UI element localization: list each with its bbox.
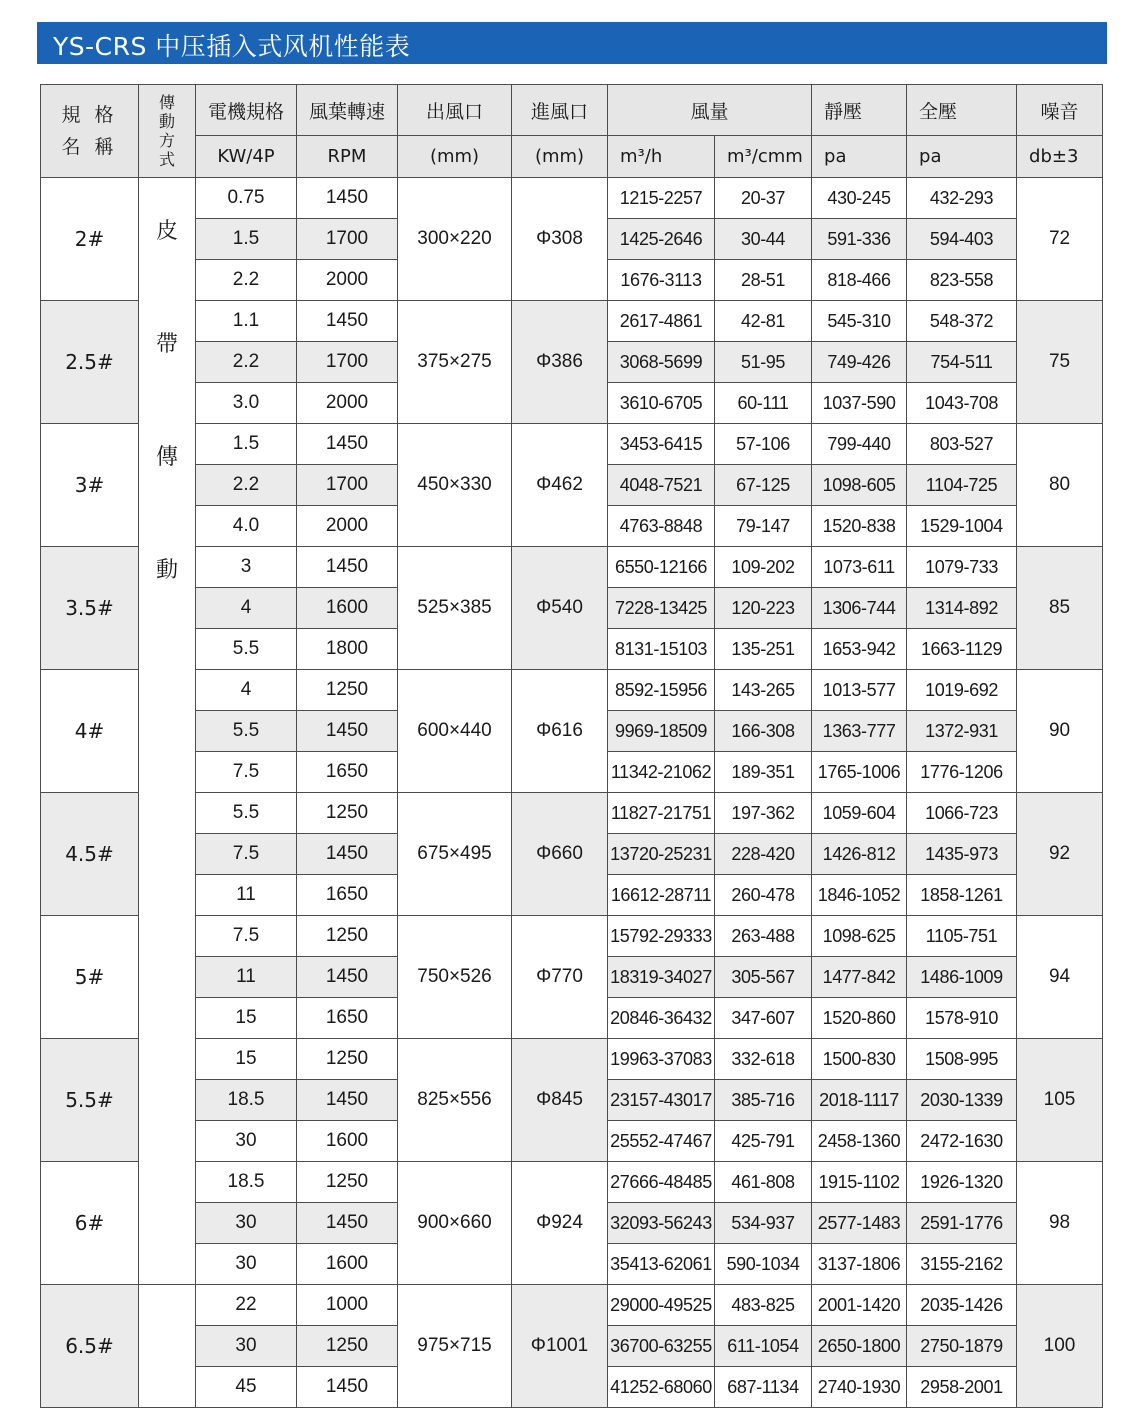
airflow-m3h: 29000-49525 <box>608 1285 715 1326</box>
total-pressure: 2958-2001 <box>907 1367 1017 1408</box>
airflow-m3cmm: 109-202 <box>715 547 812 588</box>
fan-rpm: 1450 <box>297 834 398 875</box>
motor-kw: 3.0 <box>196 383 297 424</box>
airflow-m3cmm: 385-716 <box>715 1080 812 1121</box>
total-pressure: 2030-1339 <box>907 1080 1017 1121</box>
static-pressure: 1520-838 <box>812 506 907 547</box>
total-pressure: 594-403 <box>907 219 1017 260</box>
static-pressure: 1098-605 <box>812 465 907 506</box>
fan-rpm: 1600 <box>297 1244 398 1285</box>
table-row <box>41 424 1103 465</box>
static-pressure: 545-310 <box>812 301 907 342</box>
table-row <box>41 1039 1103 1080</box>
fan-rpm: 1250 <box>297 1039 398 1080</box>
static-pressure: 1059-604 <box>812 793 907 834</box>
table-body <box>41 178 1103 1408</box>
outlet-size: 600×440 <box>398 670 512 793</box>
title-bar <box>37 22 1107 64</box>
spec-name: 2.5# <box>41 301 139 424</box>
airflow-m3h: 4763-8848 <box>608 506 715 547</box>
header-total-pressure: 全壓 <box>907 85 1017 136</box>
motor-kw: 0.75 <box>196 178 297 219</box>
static-pressure: 1013-577 <box>812 670 907 711</box>
airflow-m3cmm: 20-37 <box>715 178 812 219</box>
airflow-m3cmm: 197-362 <box>715 793 812 834</box>
table-row <box>41 793 1103 834</box>
motor-kw: 1.1 <box>196 301 297 342</box>
airflow-m3cmm: 305-567 <box>715 957 812 998</box>
airflow-m3h: 7228-13425 <box>608 588 715 629</box>
outlet-size: 900×660 <box>398 1162 512 1285</box>
outlet-size: 675×495 <box>398 793 512 916</box>
noise-level: 72 <box>1017 178 1103 301</box>
unit-noise: db±3 <box>1017 136 1103 178</box>
total-pressure: 2472-1630 <box>907 1121 1017 1162</box>
total-pressure: 1663-1129 <box>907 629 1017 670</box>
static-pressure: 1098-625 <box>812 916 907 957</box>
static-pressure: 1037-590 <box>812 383 907 424</box>
motor-kw: 7.5 <box>196 834 297 875</box>
header-airflow: 風量 <box>608 85 812 136</box>
motor-kw: 4 <box>196 588 297 629</box>
noise-level: 100 <box>1017 1285 1103 1408</box>
table-row <box>41 178 1103 219</box>
airflow-m3cmm: 57-106 <box>715 424 812 465</box>
static-pressure: 799-440 <box>812 424 907 465</box>
unit-static: pa <box>812 136 907 178</box>
unit-total: pa <box>907 136 1017 178</box>
total-pressure: 1105-751 <box>907 916 1017 957</box>
static-pressure: 1073-611 <box>812 547 907 588</box>
noise-level: 75 <box>1017 301 1103 424</box>
total-pressure: 432-293 <box>907 178 1017 219</box>
fan-rpm: 1250 <box>297 670 398 711</box>
total-pressure: 1578-910 <box>907 998 1017 1039</box>
total-pressure: 1372-931 <box>907 711 1017 752</box>
airflow-m3h: 27666-48485 <box>608 1162 715 1203</box>
airflow-m3cmm: 166-308 <box>715 711 812 752</box>
unit-flow-h: m³/h <box>608 136 715 178</box>
noise-level: 98 <box>1017 1162 1103 1285</box>
airflow-m3cmm: 425-791 <box>715 1121 812 1162</box>
fan-rpm: 1800 <box>297 629 398 670</box>
header-drive-char: 方 <box>158 130 175 150</box>
unit-inlet: (mm) <box>512 136 608 178</box>
total-pressure: 803-527 <box>907 424 1017 465</box>
inlet-size: Φ845 <box>512 1039 608 1162</box>
fan-rpm: 1650 <box>297 998 398 1039</box>
drive-type-char: 皮 <box>155 219 178 244</box>
motor-kw: 30 <box>196 1203 297 1244</box>
airflow-m3cmm: 30-44 <box>715 219 812 260</box>
airflow-m3h: 11342-21062 <box>608 752 715 793</box>
motor-kw: 45 <box>196 1367 297 1408</box>
static-pressure: 749-426 <box>812 342 907 383</box>
spec-name: 6# <box>41 1162 139 1285</box>
static-pressure: 2458-1360 <box>812 1121 907 1162</box>
static-pressure: 2018-1117 <box>812 1080 907 1121</box>
motor-kw: 1.5 <box>196 219 297 260</box>
total-pressure: 1104-725 <box>907 465 1017 506</box>
airflow-m3h: 11827-21751 <box>608 793 715 834</box>
fan-rpm: 1250 <box>297 1326 398 1367</box>
spec-name: 2# <box>41 178 139 301</box>
airflow-m3h: 1676-3113 <box>608 260 715 301</box>
motor-kw: 1.5 <box>196 424 297 465</box>
header-drive-char: 動 <box>158 111 175 131</box>
spec-name: 4# <box>41 670 139 793</box>
airflow-m3h: 2617-4861 <box>608 301 715 342</box>
header-spec-line2: 名 稱 <box>61 136 118 158</box>
unit-motor: KW/4P <box>196 136 297 178</box>
noise-level: 80 <box>1017 424 1103 547</box>
airflow-m3h: 23157-43017 <box>608 1080 715 1121</box>
drive-type <box>139 178 196 1285</box>
spec-name: 3.5# <box>41 547 139 670</box>
static-pressure: 1477-842 <box>812 957 907 998</box>
airflow-m3cmm: 263-488 <box>715 916 812 957</box>
fan-rpm: 2000 <box>297 383 398 424</box>
motor-kw: 18.5 <box>196 1162 297 1203</box>
header-outlet: 出風口 <box>398 85 512 136</box>
airflow-m3cmm: 260-478 <box>715 875 812 916</box>
fan-rpm: 1700 <box>297 465 398 506</box>
motor-kw: 4 <box>196 670 297 711</box>
inlet-size: Φ660 <box>512 793 608 916</box>
airflow-m3cmm: 687-1134 <box>715 1367 812 1408</box>
airflow-m3h: 4048-7521 <box>608 465 715 506</box>
table-row <box>41 916 1103 957</box>
fan-rpm: 1450 <box>297 1203 398 1244</box>
inlet-size: Φ616 <box>512 670 608 793</box>
airflow-m3h: 41252-68060 <box>608 1367 715 1408</box>
total-pressure: 1435-973 <box>907 834 1017 875</box>
static-pressure: 2577-1483 <box>812 1203 907 1244</box>
static-pressure: 1846-1052 <box>812 875 907 916</box>
table-row <box>41 1285 1103 1326</box>
header-spec <box>41 85 139 178</box>
airflow-m3cmm: 611-1054 <box>715 1326 812 1367</box>
motor-kw: 30 <box>196 1244 297 1285</box>
fan-rpm: 1600 <box>297 1121 398 1162</box>
airflow-m3h: 32093-56243 <box>608 1203 715 1244</box>
inlet-size: Φ1001 <box>512 1285 608 1408</box>
outlet-size: 525×385 <box>398 547 512 670</box>
inlet-size: Φ924 <box>512 1162 608 1285</box>
airflow-m3h: 3453-6415 <box>608 424 715 465</box>
airflow-m3cmm: 143-265 <box>715 670 812 711</box>
fan-rpm: 1450 <box>297 1080 398 1121</box>
airflow-m3h: 6550-12166 <box>608 547 715 588</box>
header-noise: 噪音 <box>1017 85 1103 136</box>
total-pressure: 2591-1776 <box>907 1203 1017 1244</box>
fan-rpm: 2000 <box>297 506 398 547</box>
performance-table <box>40 84 1103 1408</box>
airflow-m3h: 25552-47467 <box>608 1121 715 1162</box>
drive-type-char: 傳 <box>155 445 178 470</box>
airflow-m3h: 16612-28711 <box>608 875 715 916</box>
drive-type-char: 動 <box>155 558 178 583</box>
motor-kw: 15 <box>196 998 297 1039</box>
outlet-size: 825×556 <box>398 1039 512 1162</box>
airflow-m3cmm: 332-618 <box>715 1039 812 1080</box>
airflow-m3h: 3610-6705 <box>608 383 715 424</box>
header-speed: 風葉轉速 <box>297 85 398 136</box>
header-spec-line1: 規 格 <box>61 104 118 126</box>
fan-rpm: 1600 <box>297 588 398 629</box>
outlet-size: 750×526 <box>398 916 512 1039</box>
table-row <box>41 301 1103 342</box>
header-static-pressure: 靜壓 <box>812 85 907 136</box>
motor-kw: 18.5 <box>196 1080 297 1121</box>
unit-speed: RPM <box>297 136 398 178</box>
motor-kw: 7.5 <box>196 752 297 793</box>
fan-rpm: 1450 <box>297 547 398 588</box>
airflow-m3h: 8592-15956 <box>608 670 715 711</box>
fan-rpm: 1700 <box>297 342 398 383</box>
airflow-m3cmm: 67-125 <box>715 465 812 506</box>
motor-kw: 11 <box>196 957 297 998</box>
motor-kw: 5.5 <box>196 793 297 834</box>
motor-kw: 3 <box>196 547 297 588</box>
fan-rpm: 1450 <box>297 178 398 219</box>
fan-rpm: 1450 <box>297 711 398 752</box>
airflow-m3cmm: 347-607 <box>715 998 812 1039</box>
header-inlet: 進風口 <box>512 85 608 136</box>
outlet-size: 375×275 <box>398 301 512 424</box>
static-pressure: 1653-942 <box>812 629 907 670</box>
noise-level: 92 <box>1017 793 1103 916</box>
spec-name: 5# <box>41 916 139 1039</box>
airflow-m3cmm: 42-81 <box>715 301 812 342</box>
spec-name: 3# <box>41 424 139 547</box>
static-pressure: 430-245 <box>812 178 907 219</box>
total-pressure: 823-558 <box>907 260 1017 301</box>
airflow-m3cmm: 79-147 <box>715 506 812 547</box>
fan-rpm: 1000 <box>297 1285 398 1326</box>
spec-name: 5.5# <box>41 1039 139 1162</box>
motor-kw: 5.5 <box>196 629 297 670</box>
table-row <box>41 547 1103 588</box>
airflow-m3cmm: 189-351 <box>715 752 812 793</box>
total-pressure: 1486-1009 <box>907 957 1017 998</box>
spec-name: 6.5# <box>41 1285 139 1408</box>
airflow-m3h: 13720-25231 <box>608 834 715 875</box>
total-pressure: 1043-708 <box>907 383 1017 424</box>
motor-kw: 7.5 <box>196 916 297 957</box>
motor-kw: 2.2 <box>196 260 297 301</box>
total-pressure: 1776-1206 <box>907 752 1017 793</box>
drive-type-empty <box>139 1285 196 1408</box>
static-pressure: 1426-812 <box>812 834 907 875</box>
motor-kw: 22 <box>196 1285 297 1326</box>
airflow-m3cmm: 228-420 <box>715 834 812 875</box>
header-drive-method <box>139 85 196 178</box>
motor-kw: 2.2 <box>196 342 297 383</box>
airflow-m3h: 36700-63255 <box>608 1326 715 1367</box>
page-title: YS-CRS 中压插入式风机性能表 <box>53 32 411 61</box>
total-pressure: 1858-1261 <box>907 875 1017 916</box>
total-pressure: 1314-892 <box>907 588 1017 629</box>
airflow-m3cmm: 461-808 <box>715 1162 812 1203</box>
header-drive-char: 式 <box>158 149 175 169</box>
inlet-size: Φ770 <box>512 916 608 1039</box>
airflow-m3h: 9969-18509 <box>608 711 715 752</box>
spec-name: 4.5# <box>41 793 139 916</box>
airflow-m3h: 19963-37083 <box>608 1039 715 1080</box>
noise-level: 105 <box>1017 1039 1103 1162</box>
airflow-m3cmm: 60-111 <box>715 383 812 424</box>
airflow-m3h: 3068-5699 <box>608 342 715 383</box>
static-pressure: 2650-1800 <box>812 1326 907 1367</box>
fan-rpm: 1450 <box>297 957 398 998</box>
total-pressure: 1529-1004 <box>907 506 1017 547</box>
fan-rpm: 1250 <box>297 916 398 957</box>
header-motor: 電機規格 <box>196 85 297 136</box>
static-pressure: 818-466 <box>812 260 907 301</box>
airflow-m3h: 1425-2646 <box>608 219 715 260</box>
airflow-m3h: 8131-15103 <box>608 629 715 670</box>
static-pressure: 591-336 <box>812 219 907 260</box>
noise-level: 90 <box>1017 670 1103 793</box>
inlet-size: Φ462 <box>512 424 608 547</box>
static-pressure: 2740-1930 <box>812 1367 907 1408</box>
static-pressure: 1363-777 <box>812 711 907 752</box>
motor-kw: 30 <box>196 1326 297 1367</box>
fan-rpm: 1250 <box>297 793 398 834</box>
static-pressure: 1306-744 <box>812 588 907 629</box>
total-pressure: 1079-733 <box>907 547 1017 588</box>
static-pressure: 1765-1006 <box>812 752 907 793</box>
static-pressure: 1915-1102 <box>812 1162 907 1203</box>
airflow-m3cmm: 51-95 <box>715 342 812 383</box>
fan-rpm: 1650 <box>297 752 398 793</box>
header-drive-char: 傳 <box>158 92 175 112</box>
inlet-size: Φ540 <box>512 547 608 670</box>
total-pressure: 1508-995 <box>907 1039 1017 1080</box>
airflow-m3cmm: 28-51 <box>715 260 812 301</box>
motor-kw: 11 <box>196 875 297 916</box>
outlet-size: 975×715 <box>398 1285 512 1408</box>
total-pressure: 2750-1879 <box>907 1326 1017 1367</box>
fan-rpm: 1700 <box>297 219 398 260</box>
inlet-size: Φ386 <box>512 301 608 424</box>
airflow-m3h: 20846-36432 <box>608 998 715 1039</box>
inlet-size: Φ308 <box>512 178 608 301</box>
drive-type-char: 帶 <box>155 332 178 357</box>
airflow-m3h: 35413-62061 <box>608 1244 715 1285</box>
table-row <box>41 670 1103 711</box>
total-pressure: 3155-2162 <box>907 1244 1017 1285</box>
outlet-size: 300×220 <box>398 178 512 301</box>
unit-outlet: (mm) <box>398 136 512 178</box>
total-pressure: 754-511 <box>907 342 1017 383</box>
table-row <box>41 1162 1103 1203</box>
total-pressure: 2035-1426 <box>907 1285 1017 1326</box>
noise-level: 85 <box>1017 547 1103 670</box>
motor-kw: 4.0 <box>196 506 297 547</box>
noise-level: 94 <box>1017 916 1103 1039</box>
airflow-m3h: 18319-34027 <box>608 957 715 998</box>
total-pressure: 1926-1320 <box>907 1162 1017 1203</box>
fan-rpm: 1250 <box>297 1162 398 1203</box>
fan-rpm: 2000 <box>297 260 398 301</box>
fan-rpm: 1450 <box>297 424 398 465</box>
total-pressure: 1066-723 <box>907 793 1017 834</box>
motor-kw: 2.2 <box>196 465 297 506</box>
motor-kw: 5.5 <box>196 711 297 752</box>
static-pressure: 1500-830 <box>812 1039 907 1080</box>
motor-kw: 30 <box>196 1121 297 1162</box>
fan-rpm: 1650 <box>297 875 398 916</box>
motor-kw: 15 <box>196 1039 297 1080</box>
airflow-m3cmm: 120-223 <box>715 588 812 629</box>
total-pressure: 548-372 <box>907 301 1017 342</box>
fan-rpm: 1450 <box>297 1367 398 1408</box>
total-pressure: 1019-692 <box>907 670 1017 711</box>
airflow-m3cmm: 590-1034 <box>715 1244 812 1285</box>
airflow-m3cmm: 534-937 <box>715 1203 812 1244</box>
static-pressure: 3137-1806 <box>812 1244 907 1285</box>
fan-rpm: 1450 <box>297 301 398 342</box>
unit-flow-cmm: m³/cmm <box>715 136 812 178</box>
static-pressure: 1520-860 <box>812 998 907 1039</box>
airflow-m3cmm: 483-825 <box>715 1285 812 1326</box>
airflow-m3cmm: 135-251 <box>715 629 812 670</box>
static-pressure: 2001-1420 <box>812 1285 907 1326</box>
airflow-m3h: 15792-29333 <box>608 916 715 957</box>
drive-type-label <box>139 178 195 670</box>
airflow-m3h: 1215-2257 <box>608 178 715 219</box>
outlet-size: 450×330 <box>398 424 512 547</box>
